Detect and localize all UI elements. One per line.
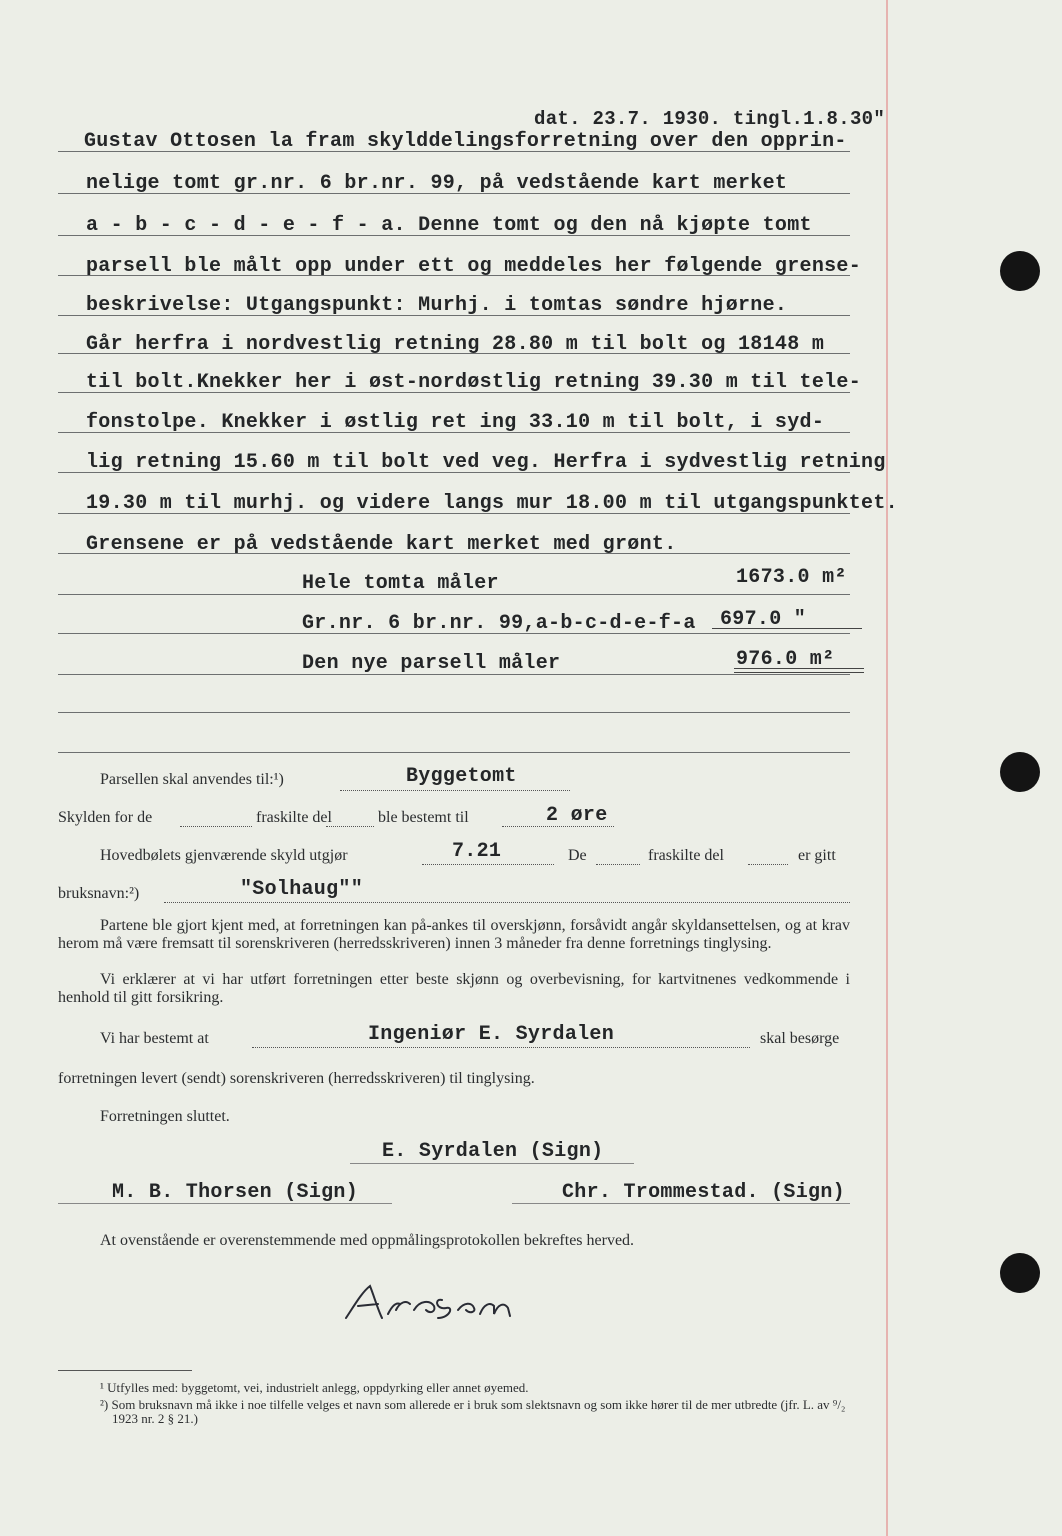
declaration-paragraph: Vi erklærer at vi har utført forretningen etter beste skjønn og overbevisning, for kartvitnenes vedkommende i henhold til gitt forsikring. [58,971,850,1006]
fill-line [422,864,554,865]
fill-line [164,902,850,903]
fill-line [252,1047,750,1048]
footnote-rule [58,1370,192,1371]
use-value: Byggetomt [406,765,517,788]
hoved-value: 7.21 [452,840,502,863]
levert-text: forretningen levert (sendt) sorenskriveren (herredsskriveren) til tinglysing. [58,1070,535,1087]
typed-line: 19.30 m til murhj. og videre langs mur 18.00 m til utgangspunktet. [86,492,898,515]
fill-line [180,826,252,827]
footnote-1: ¹ Utfylles med: byggetomt, vei, industrielt anlegg, oppdyrking eller annet øyemed. [100,1380,529,1395]
header-date: dat. 23.7. 1930. tingl.1.8.30" [534,108,886,130]
fraskilte-label: fraskilte del [648,847,724,864]
punch-hole [1000,251,1040,291]
underline [712,628,862,629]
gitt-label: er gitt [798,847,836,864]
skyld-label: Skylden for de [58,809,153,826]
de-label: De [568,847,587,864]
skyld-label: fraskilte del [256,809,332,826]
bestemt-value: Ingeniør E. Syrdalen [368,1023,615,1046]
bruksnavn-value: "Solhaug"" [240,878,364,901]
signature-trommestad: Chr. Trommestad. (Sign) [562,1181,845,1204]
hoved-label: Hovedbølets gjenværende skyld utgjør [100,847,348,864]
typed-line: Går herfra i nordvestlig retning 28.80 m til bolt og 18148 m [86,333,825,356]
besorge-label: skal besørge [760,1030,840,1047]
signature-line [350,1163,634,1164]
area-label: Gr.nr. 6 br.nr. 99,a-b-c-d-e-f-a [302,612,696,635]
typed-line: Grensene er på vedstående kart merket med grønt. [86,533,677,556]
margin-line [886,0,888,1536]
ruled-line [58,752,850,753]
signature-syrdalen: E. Syrdalen (Sign) [382,1140,604,1163]
area-value: 697.0 " [720,608,807,631]
skyld-label: ble bestemt til [378,809,469,826]
sluttet-text: Forretningen sluttet. [100,1108,230,1125]
appeal-paragraph: Partene ble gjort kjent med, at forretningen kan på-ankes til overskjønn, forsåvidt angår skyldansettelsen, og at krav herom må være fremsatt til sorenskriveren (herredsskriveren) innen 3 måneder fra denne forretnings tinglysing. [58,917,850,952]
fill-line [340,790,570,791]
punch-hole [1000,752,1040,792]
typed-line: parsell ble målt opp under ett og meddeles her følgende grense- [86,255,862,278]
skyld-value: 2 øre [546,804,608,827]
bruksnavn-label: bruksnavn:²) [58,885,140,902]
fill-line [326,826,374,827]
area-label: Hele tomta måler [302,572,499,595]
typed-line: beskrivelse: Utgangspunkt: Murhj. i tomtas søndre hjørne. [86,294,788,317]
area-label: Den nye parsell måler [302,652,561,675]
typed-line: lig retning 15.60 m til bolt ved veg. Herfra i sydvestlig retning [86,451,886,474]
punch-hole [1000,1253,1040,1293]
handwritten-signature-image [340,1280,520,1330]
fill-line [596,864,640,865]
area-value: 976.0 m² [736,648,835,671]
typed-line: a - b - c - d - e - f - a. Denne tomt og den nå kjøpte tomt [86,214,812,237]
area-value: 1673.0 m² [736,566,847,589]
signature-thorsen: M. B. Thorsen (Sign) [112,1181,359,1204]
use-label: Parsellen skal anvendes til:¹) [100,771,284,788]
bestemt-label: Vi har bestemt at [100,1030,209,1047]
underline [734,668,864,669]
ruled-line [58,712,850,713]
bekreftes-text: At ovenstående er overenstemmende med oppmålingsprotokollen bekreftes herved. [100,1232,635,1249]
typed-line: til bolt.Knekker her i øst-nordøstlig retning 39.30 m til tele- [86,371,862,394]
typed-line: nelige tomt gr.nr. 6 br.nr. 99, på vedstående kart merket [86,172,788,195]
underline [734,672,864,673]
fill-line [748,864,788,865]
typed-line: Gustav Ottosen la fram skylddelingsforretning over den opprin- [84,130,847,153]
typed-line: fonstolpe. Knekker i østlig ret ing 33.10 m til bolt, i syd- [86,411,825,434]
footnote-2: ²) Som bruksnavn må ikke i noe tilfelle velges et navn som allerede er i bruk som slektsnavn og som ikke hører til de mer utbredte (jfr. L. av ⁹/₂ 1923 nr. 2 § 21.) [100,1397,846,1426]
